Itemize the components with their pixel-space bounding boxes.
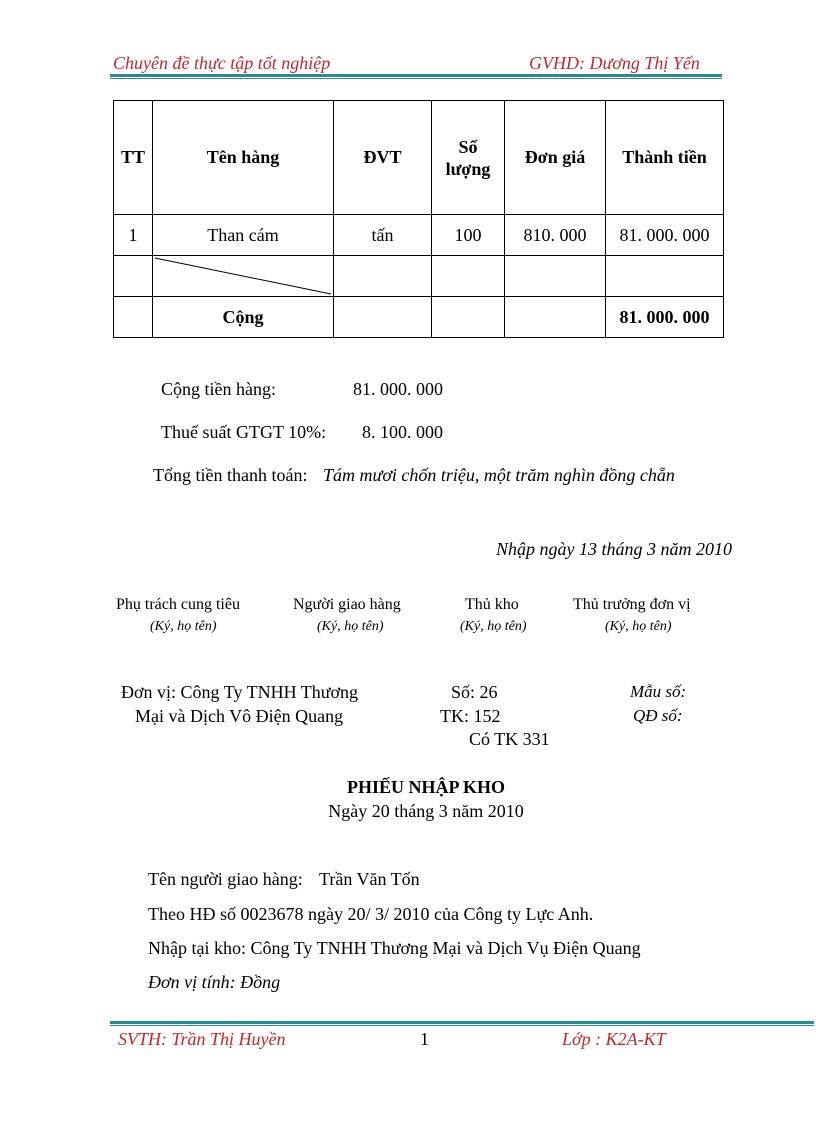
footer-right: Lớp : K2A-KT	[562, 1029, 666, 1049]
tong-label: Tổng tiền thanh toán:	[153, 465, 308, 485]
table-header-row	[114, 101, 724, 215]
date-line: Nhập ngày 13 tháng 3 năm 2010	[496, 539, 732, 559]
thue-value: 8. 100. 000	[362, 422, 443, 442]
col-so-luong-line1: Số	[458, 136, 478, 157]
cell-dvt: tấn	[334, 215, 432, 256]
col-so-luong	[432, 101, 505, 215]
diagonal-line	[153, 256, 333, 296]
col-thanh-tien: Thành tiền	[606, 101, 724, 215]
col-don-gia: Đơn giá	[505, 101, 606, 215]
footer-rule	[110, 1021, 814, 1026]
table-row-empty	[114, 256, 724, 297]
cell-ten-hang: Than cám	[153, 215, 334, 256]
sig-sub-thu-truong: (Ký, họ tên)	[605, 619, 672, 634]
table-total-row	[114, 297, 724, 338]
sig-title-thu-truong: Thủ trưởng đơn vị	[573, 596, 691, 613]
org-qd-so: QĐ số:	[633, 706, 683, 725]
don-vi-tinh: Đơn vị tính: Đồng	[148, 972, 281, 992]
org-mau-so: Mẫu số:	[630, 682, 687, 701]
sig-title-phu-trach: Phụ trách cung tiêu	[116, 596, 240, 613]
cong-tien-hang-value: 81. 000. 000	[353, 379, 443, 399]
total-label: Cộng	[153, 297, 334, 338]
cell-so-luong: 100	[432, 215, 505, 256]
empty-cell-diagonal	[153, 256, 334, 297]
sig-sub-phu-trach: (Ký, họ tên)	[150, 619, 217, 634]
cong-tien-hang-label: Cộng tiền hàng:	[161, 379, 276, 399]
table-row	[114, 215, 724, 256]
header-rule	[110, 74, 722, 79]
org-co-tk: Có TK 331	[469, 729, 550, 749]
org-line1: Đơn vị: Công Ty TNHH Thương	[121, 682, 359, 702]
col-tt: TT	[114, 101, 153, 215]
theo-hd: Theo HĐ số 0023678 ngày 20/ 3/ 2010 của Công ty Lực Anh.	[148, 904, 594, 924]
cell-don-gia: 810. 000	[505, 215, 606, 256]
header-left: Chuyên đề thực tập tốt nghiệp	[113, 53, 331, 73]
org-so: Số: 26	[451, 682, 498, 702]
col-ten-hang: Tên hàng	[153, 101, 334, 215]
col-so-luong-line2: lượng	[445, 158, 491, 179]
sig-sub-nguoi-giao: (Ký, họ tên)	[317, 619, 384, 634]
col-dvt: ĐVT	[334, 101, 432, 215]
thue-label: Thuế suất GTGT 10%:	[161, 422, 327, 442]
sig-title-nguoi-giao: Người giao hàng	[293, 596, 401, 613]
nguoi-giao-label: Tên người giao hàng:	[148, 869, 303, 889]
nhap-tai-kho: Nhập tại kho: Công Ty TNHH Thương Mại và Dịch Vụ Điện Quang	[148, 938, 641, 958]
footer-left: SVTH: Trần Thị Huyền	[118, 1029, 286, 1049]
page-number: 1	[420, 1029, 429, 1049]
sig-title-thu-kho: Thủ kho	[465, 596, 519, 613]
org-line2: Mại và Dịch Vô Điện Quang	[135, 706, 344, 726]
header-right: GVHD: Dương Thị Yến	[529, 53, 700, 73]
cell-thanh-tien: 81. 000. 000	[606, 215, 724, 256]
org-tk: TK: 152	[440, 706, 501, 726]
total-value: 81. 000. 000	[606, 297, 724, 338]
voucher-title: PHIẾU NHẬP KHO	[346, 777, 505, 797]
cell-tt: 1	[114, 215, 153, 256]
voucher-date: Ngày 20 tháng 3 năm 2010	[328, 801, 524, 821]
nguoi-giao-value: Trần Văn Tốn	[319, 869, 420, 889]
sig-sub-thu-kho: (Ký, họ tên)	[460, 619, 527, 634]
tong-value: Tám mươi chốn triệu, một trăm nghìn đồng chẵn	[323, 465, 675, 485]
goods-table	[113, 100, 724, 338]
